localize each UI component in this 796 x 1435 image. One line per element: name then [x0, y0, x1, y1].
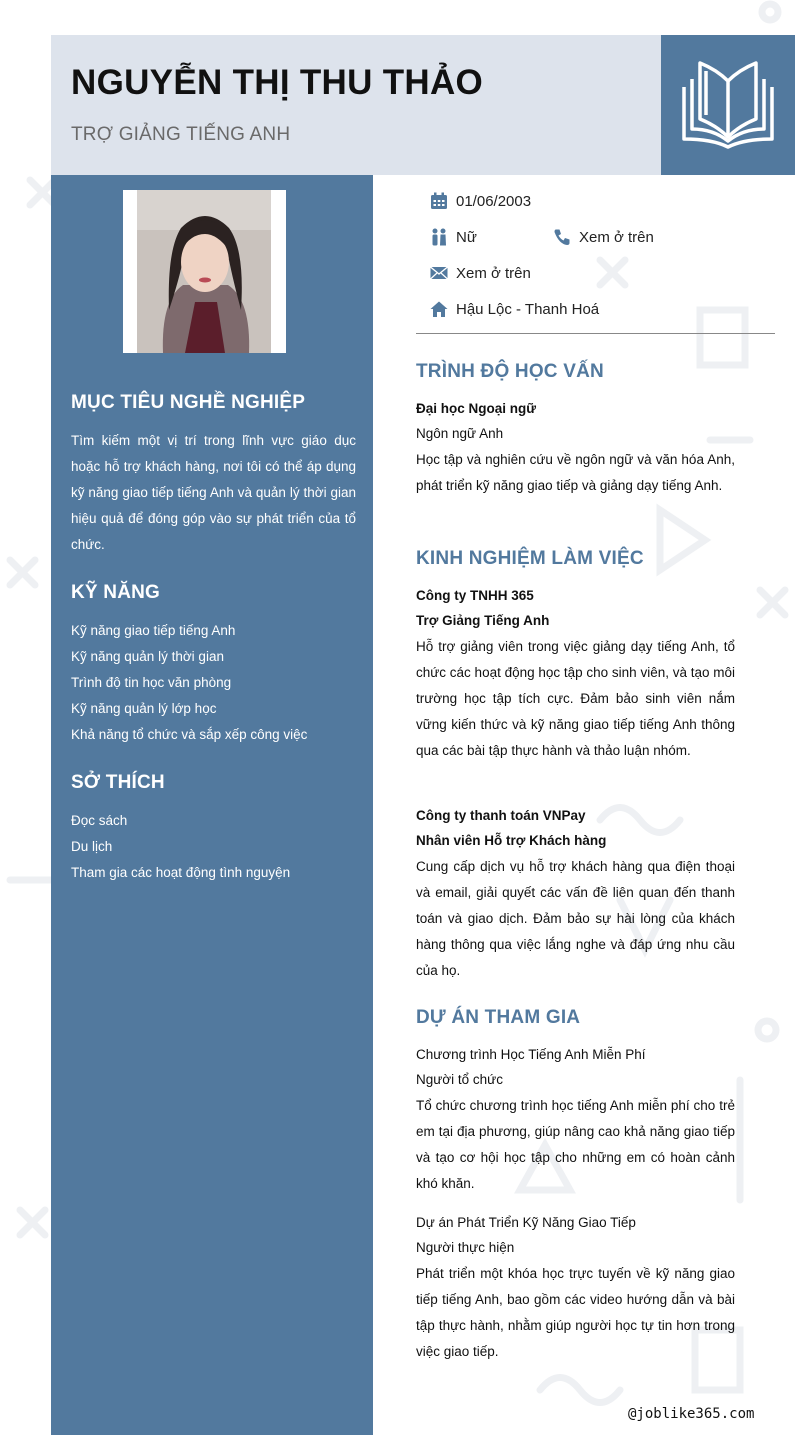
- hobbies-list: [71, 808, 290, 886]
- divider: [416, 333, 775, 334]
- project-name: Dự án Phát Triển Kỹ Năng Giao Tiếp: [416, 1215, 636, 1230]
- experience-role: Trợ Giảng Tiếng Anh: [416, 613, 550, 628]
- experience-role: Nhân viên Hỗ trợ Khách hàng: [416, 833, 607, 848]
- list-item: Đọc sách: [71, 813, 128, 828]
- experience-description: Hỗ trợ giảng viên trong việc giảng dạy tiếng Anh, tổ chức các hoạt động học tập cho sinh viên, và tạo môi trường học tập tích cực. Đảm bảo sinh viên nắm vững kiến thức và kỹ năng giao tiếp tiếng Anh thông qua các bài tập thực hành và thảo luận nhóm.: [416, 639, 735, 758]
- project-role: Người thực hiện: [416, 1240, 515, 1255]
- candidate-title: TRỢ GIẢNG TIẾNG ANH: [71, 124, 291, 145]
- list-item: Du lịch: [71, 839, 113, 854]
- contact-gender: [430, 228, 477, 246]
- birthday-value: 01/06/2003: [456, 192, 532, 210]
- list-item: Kỹ năng quản lý thời gian: [71, 649, 224, 664]
- gender-icon: [430, 228, 448, 246]
- contact-address: [430, 300, 599, 318]
- project-description: Tổ chức chương trình học tiếng Anh miễn phí cho trẻ em tại địa phương, giúp nâng cao khả năng giao tiếp và tạo cơ hội học tập cho những em có hoàn cảnh khó khăn.: [416, 1098, 735, 1191]
- phone-icon: [553, 228, 571, 246]
- projects-heading: DỰ ÁN THAM GIA: [416, 1007, 581, 1028]
- footer-watermark: @joblike365.com: [628, 1406, 755, 1422]
- gender-value: Nữ: [456, 228, 477, 246]
- resume-header: [51, 35, 661, 175]
- project-name: Chương trình Học Tiếng Anh Miễn Phí: [416, 1047, 646, 1062]
- open-book-icon: [680, 57, 776, 153]
- education-school: Đại học Ngoại ngữ: [416, 401, 537, 416]
- candidate-name: NGUYỄN THỊ THU THẢO: [71, 63, 484, 102]
- education-major: Ngôn ngữ Anh: [416, 426, 504, 441]
- objective-heading: MỤC TIÊU NGHỀ NGHIỆP: [71, 392, 306, 413]
- email-value: Xem ở trên: [456, 264, 531, 282]
- list-item: Khả năng tổ chức và sắp xếp công việc: [71, 727, 308, 742]
- experience-company: Công ty TNHH 365: [416, 588, 534, 603]
- education-heading: TRÌNH ĐỘ HỌC VẤN: [416, 361, 604, 382]
- list-item: Kỹ năng giao tiếp tiếng Anh: [71, 623, 236, 638]
- logo-badge: [661, 35, 795, 175]
- list-item: Trình độ tin học văn phòng: [71, 675, 232, 690]
- address-value: Hậu Lộc - Thanh Hoá: [456, 300, 600, 318]
- experience-company: Công ty thanh toán VNPay: [416, 808, 586, 823]
- profile-photo: [123, 190, 286, 353]
- project-role: Người tổ chức: [416, 1072, 503, 1087]
- skills-list: [71, 618, 307, 748]
- sidebar: [51, 175, 373, 1435]
- contact-email: [430, 264, 531, 282]
- list-item: Tham gia các hoạt động tình nguyện: [71, 865, 291, 880]
- email-icon: [430, 264, 448, 282]
- contact-phone: [553, 228, 654, 246]
- calendar-icon: [430, 192, 448, 210]
- project-description: Phát triển một khóa học trực tuyến về kỹ năng giao tiếp tiếng Anh, bao gồm các video hướng dẫn và bài tập thực hành, nhằm giúp người học tự tin hơn trong việc giao tiếp.: [416, 1266, 735, 1359]
- skills-heading: KỸ NĂNG: [71, 582, 161, 603]
- experience-description: Cung cấp dịch vụ hỗ trợ khách hàng qua điện thoại và email, giải quyết các vấn đề liên quan đến thanh toán và giao dịch. Đảm bảo sự hài lòng của khách hàng thông qua việc lắng nghe và đáp ứng nhu cầu của họ.: [416, 859, 735, 978]
- education-description: Học tập và nghiên cứu về ngôn ngữ và văn hóa Anh, phát triển kỹ năng giao tiếp và giảng dạy tiếng Anh.: [416, 452, 735, 493]
- objective-text: Tìm kiếm một vị trí trong lĩnh vực giáo dục hoặc hỗ trợ khách hàng, nơi tôi có thể áp dụng kỹ năng giao tiếp tiếng Anh và quản lý thời gian hiệu quả để đóng góp vào sự phát triển của tổ chức.: [71, 433, 356, 552]
- phone-value: Xem ở trên: [579, 228, 654, 246]
- hobbies-heading: SỞ THÍCH: [71, 772, 165, 793]
- experience-heading: KINH NGHIỆM LÀM VIỆC: [416, 548, 644, 569]
- list-item: Kỹ năng quản lý lớp học: [71, 701, 217, 716]
- home-icon: [430, 300, 448, 318]
- contact-birthday: [430, 192, 531, 210]
